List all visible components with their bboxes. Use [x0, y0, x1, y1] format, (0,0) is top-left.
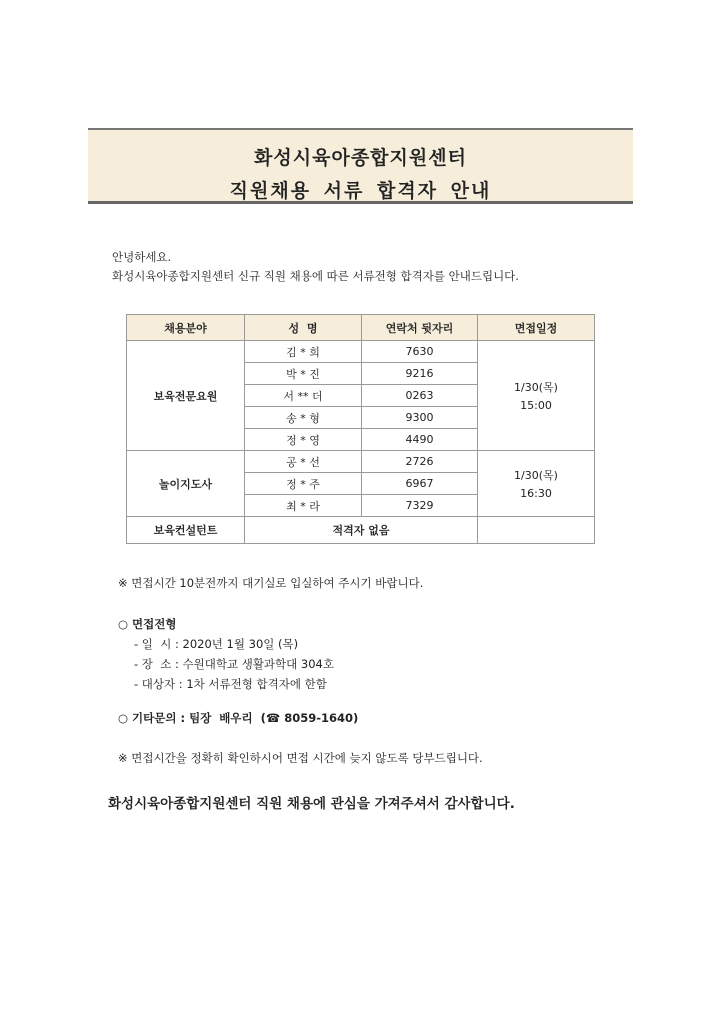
table-row — [127, 451, 595, 473]
field-cell: 보육전문요원 — [127, 341, 245, 451]
phone-cell: 0263 — [362, 385, 478, 407]
field-cell: 보육컨설턴트 — [127, 517, 245, 544]
phone-cell: 6967 — [362, 473, 478, 495]
name-cell: 정 * 영 — [245, 429, 362, 451]
empty-schedule-cell — [478, 517, 595, 544]
schedule-date: 1/30(목) — [514, 381, 558, 394]
header-phone: 연락처 뒷자리 — [362, 315, 478, 341]
interview-target: - 대상자 : 1차 서류전형 합격자에 한함 — [134, 677, 327, 691]
phone-cell: 2726 — [362, 451, 478, 473]
title-line-1: 화성시육아종합지원센터 — [254, 147, 467, 169]
schedule-cell — [478, 341, 595, 451]
header-name: 성 명 — [245, 315, 362, 341]
header-field: 채용분야 — [127, 315, 245, 341]
schedule-time: 15:00 — [520, 399, 552, 412]
interview-date: - 일 시 : 2020년 1월 30일 (목) — [134, 637, 299, 651]
schedule-date: 1/30(목) — [514, 469, 558, 482]
phone-cell: 9216 — [362, 363, 478, 385]
name-cell: 정 * 주 — [245, 473, 362, 495]
interview-section — [118, 614, 334, 694]
table-row — [127, 341, 595, 363]
schedule-time: 16:30 — [520, 487, 552, 500]
phone-cell: 7630 — [362, 341, 478, 363]
closing-message: 화성시육아종합지원센터 직원 채용에 관심을 가져주셔서 감사합니다. — [108, 796, 515, 812]
greeting — [112, 248, 519, 286]
name-cell: 최 * 라 — [245, 495, 362, 517]
name-cell: 김 * 희 — [245, 341, 362, 363]
interview-place: - 장 소 : 수원대학교 생활과학대 304호 — [134, 657, 334, 671]
results-table — [126, 314, 595, 544]
arrival-note: ※ 면접시간 10분전까지 대기실로 입실하여 주시기 바랍니다. — [118, 576, 424, 590]
name-cell: 공 * 선 — [245, 451, 362, 473]
greeting-line-1: 안녕하세요. — [112, 250, 172, 264]
name-cell: 송 * 형 — [245, 407, 362, 429]
result-cell: 적격자 없음 — [245, 517, 478, 544]
contact-info: ○ 기타문의 : 팀장 배우리 (☎ 8059-1640) — [118, 711, 359, 725]
field-cell: 놀이지도사 — [127, 451, 245, 517]
interview-heading: ○ 면접전형 — [118, 617, 177, 631]
phone-cell: 9300 — [362, 407, 478, 429]
name-cell: 박 * 진 — [245, 363, 362, 385]
header-schedule: 면접일정 — [478, 315, 595, 341]
greeting-line-2: 화성시육아종합지원센터 신규 직원 채용에 따른 서류전형 합격자를 안내드립니다. — [112, 269, 519, 283]
table-row — [127, 517, 595, 544]
phone-cell: 4490 — [362, 429, 478, 451]
table-header-row — [127, 315, 595, 341]
punctuality-note: ※ 면접시간을 정확히 확인하시어 면접 시간에 늦지 않도록 당부드립니다. — [118, 751, 483, 765]
name-cell: 서 ** 더 — [245, 385, 362, 407]
document-title-box — [88, 128, 633, 204]
phone-cell: 7329 — [362, 495, 478, 517]
schedule-cell — [478, 451, 595, 517]
title-line-2: 직원채용 서류 합격자 안내 — [229, 180, 492, 202]
